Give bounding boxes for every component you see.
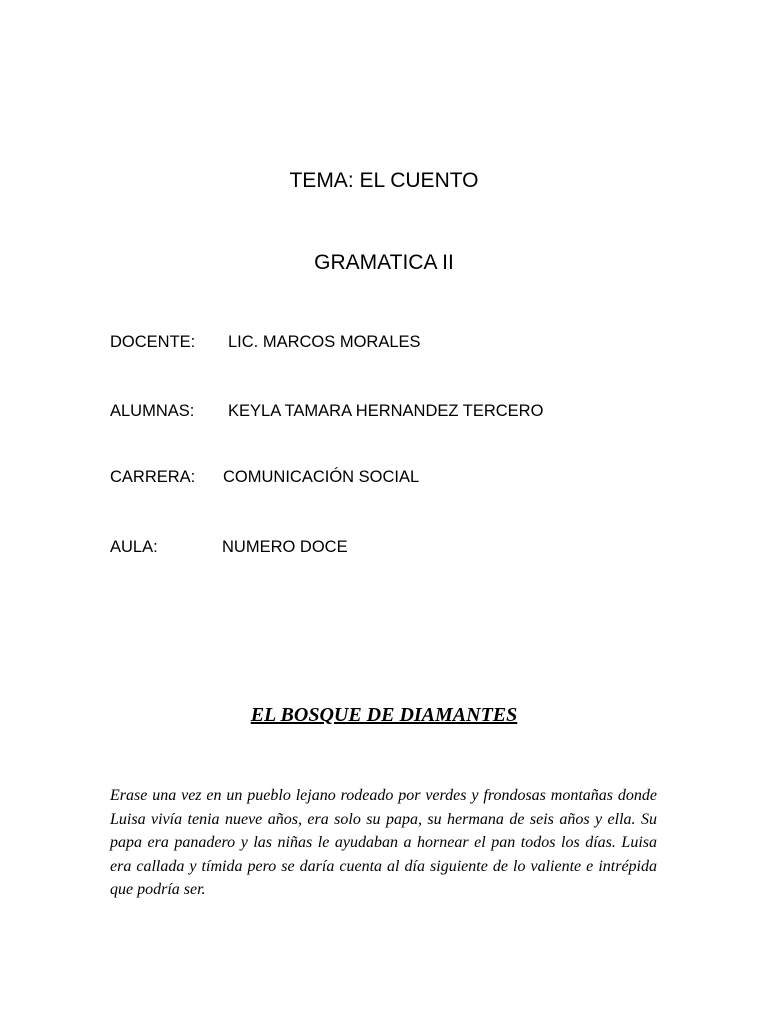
aula-label: AULA:	[110, 538, 158, 556]
carrera-label: CARRERA:	[110, 468, 196, 486]
alumnas-value: KEYLA TAMARA HERNANDEZ TERCERO	[228, 402, 544, 420]
docente-label: DOCENTE:	[110, 333, 196, 351]
aula-value: NUMERO DOCE	[222, 538, 348, 556]
alumnas-label: ALUMNAS:	[110, 402, 195, 420]
carrera-value: COMUNICACIÓN SOCIAL	[223, 468, 420, 486]
story-title: EL BOSQUE DE DIAMANTES	[250, 704, 518, 726]
topic-title: TEMA: EL CUENTO	[289, 169, 479, 192]
docente-value: LIC. MARCOS MORALES	[228, 333, 421, 351]
subject-title: GRAMATICA II	[314, 251, 454, 274]
story-paragraph: Erase una vez en un pueblo lejano rodeado por verdes y frondosas montañas donde Luisa vivía tenia nueve años, era solo su papa, su hermana de seis años y ella. Su papa era panadero y las niñas le ayudaban a hornear el pan todos los días. Luisa era callada y tímida pero se daría cuenta al día siguiente de lo valiente e intrépida que podría ser.	[110, 787, 657, 898]
